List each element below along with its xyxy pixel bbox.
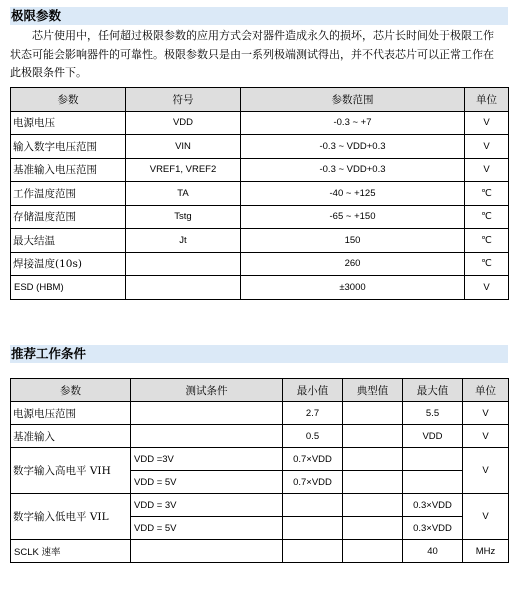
symbol-cell: Jt xyxy=(126,229,241,253)
table-row xyxy=(11,494,509,517)
param-cell: 数字输入低电平 VIL xyxy=(11,494,131,540)
absolute-max-table xyxy=(10,87,509,300)
symbol-cell: VREF1, VREF2 xyxy=(126,158,241,182)
table-row xyxy=(11,448,509,471)
max-cell: 0.3×VDD xyxy=(403,494,463,517)
table-row xyxy=(11,402,509,425)
range-cell: -0.3 ~ VDD+0.3 xyxy=(241,135,465,159)
col-header-range: 参数范围 xyxy=(241,88,465,112)
max-cell: 5.5 xyxy=(403,402,463,425)
col-header-min: 最小值 xyxy=(283,379,343,402)
table-row xyxy=(11,158,509,182)
symbol-cell: Tstg xyxy=(126,205,241,229)
param-cell: 数字输入高电平 VIH xyxy=(11,448,131,494)
unit-cell: V xyxy=(465,111,509,135)
range-cell: 260 xyxy=(241,252,465,276)
condition-cell xyxy=(131,402,283,425)
param-cell: 存储温度范围 xyxy=(11,205,126,229)
max-cell xyxy=(403,448,463,471)
unit-cell: ℃ xyxy=(465,252,509,276)
symbol-cell xyxy=(126,252,241,276)
min-cell: 2.7 xyxy=(283,402,343,425)
unit-cell: ℃ xyxy=(465,205,509,229)
col-header-condition: 测试条件 xyxy=(131,379,283,402)
section-title-recommended: 推荐工作条件 xyxy=(10,345,508,363)
col-header-symbol: 符号 xyxy=(126,88,241,112)
range-cell: -0.3 ~ VDD+0.3 xyxy=(241,158,465,182)
param-cell: 焊接温度(10s) xyxy=(11,252,126,276)
typ-cell xyxy=(343,540,403,563)
range-cell: -40 ~ +125 xyxy=(241,182,465,206)
min-cell xyxy=(283,517,343,540)
typ-cell xyxy=(343,448,403,471)
unit-cell: ℃ xyxy=(465,229,509,253)
typ-cell xyxy=(343,517,403,540)
max-cell xyxy=(403,471,463,494)
table-row xyxy=(11,205,509,229)
symbol-cell xyxy=(126,276,241,300)
table-row xyxy=(11,182,509,206)
unit-cell: V xyxy=(465,158,509,182)
typ-cell xyxy=(343,471,403,494)
col-header-max: 最大值 xyxy=(403,379,463,402)
param-cell: 工作温度范围 xyxy=(11,182,126,206)
unit-cell: ℃ xyxy=(465,182,509,206)
param-cell: 基准输入电压范围 xyxy=(11,158,126,182)
paragraph-line: 此极限条件下。 xyxy=(10,66,87,79)
symbol-cell: TA xyxy=(126,182,241,206)
section-title-absolute-max: 极限参数 xyxy=(10,7,508,25)
min-cell xyxy=(283,540,343,563)
typ-cell xyxy=(343,494,403,517)
col-header-param: 参数 xyxy=(11,379,131,402)
col-header-unit: 单位 xyxy=(465,88,509,112)
unit-cell: V xyxy=(463,425,509,448)
unit-cell: V xyxy=(463,448,509,494)
table-row xyxy=(11,111,509,135)
condition-cell: VDD = 5V xyxy=(131,471,283,494)
min-cell: 0.7×VDD xyxy=(283,471,343,494)
intro-paragraph xyxy=(10,27,508,83)
range-cell: -65 ~ +150 xyxy=(241,205,465,229)
unit-cell: V xyxy=(465,276,509,300)
min-cell: 0.7×VDD xyxy=(283,448,343,471)
table-row xyxy=(11,540,509,563)
table-header-row xyxy=(11,88,509,112)
range-cell: ±3000 xyxy=(241,276,465,300)
condition-cell xyxy=(131,540,283,563)
min-cell xyxy=(283,494,343,517)
min-cell: 0.5 xyxy=(283,425,343,448)
max-cell: 40 xyxy=(403,540,463,563)
table-row xyxy=(11,276,509,300)
col-header-typ: 典型值 xyxy=(343,379,403,402)
range-cell: 150 xyxy=(241,229,465,253)
symbol-cell: VDD xyxy=(126,111,241,135)
table-row xyxy=(11,425,509,448)
condition-cell: VDD = 3V xyxy=(131,494,283,517)
param-cell: 基准输入 xyxy=(11,425,131,448)
condition-cell: VDD =3V xyxy=(131,448,283,471)
typ-cell xyxy=(343,425,403,448)
col-header-unit: 单位 xyxy=(463,379,509,402)
symbol-cell: VIN xyxy=(126,135,241,159)
unit-cell: V xyxy=(463,494,509,540)
param-cell: 输入数字电压范围 xyxy=(11,135,126,159)
range-cell: -0.3 ~ +7 xyxy=(241,111,465,135)
max-cell: 0.3×VDD xyxy=(403,517,463,540)
param-cell: 电源电压 xyxy=(11,111,126,135)
paragraph-line: 状态可能会影响器件的可靠性。极限参数只是由一系列极端测试得出，并不代表芯片可以正常工作在 xyxy=(10,47,494,61)
param-cell: ESD (HBM) xyxy=(11,276,126,300)
condition-cell xyxy=(131,425,283,448)
condition-cell: VDD = 5V xyxy=(131,517,283,540)
col-header-param: 参数 xyxy=(11,88,126,112)
unit-cell: MHz xyxy=(463,540,509,563)
table-row xyxy=(11,135,509,159)
table-row xyxy=(11,252,509,276)
paragraph-line: 芯片使用中，任何超过极限参数的应用方式会对器件造成永久的损坏，芯片长时间处于极限工作 xyxy=(32,29,494,42)
unit-cell: V xyxy=(465,135,509,159)
unit-cell: V xyxy=(463,402,509,425)
typ-cell xyxy=(343,402,403,425)
param-cell: 电源电压范围 xyxy=(11,402,131,425)
param-cell: SCLK 速率 xyxy=(11,540,131,563)
max-cell: VDD xyxy=(403,425,463,448)
param-cell: 最大结温 xyxy=(11,229,126,253)
table-row xyxy=(11,229,509,253)
table-header-row xyxy=(11,379,509,402)
recommended-conditions-table xyxy=(10,378,509,563)
